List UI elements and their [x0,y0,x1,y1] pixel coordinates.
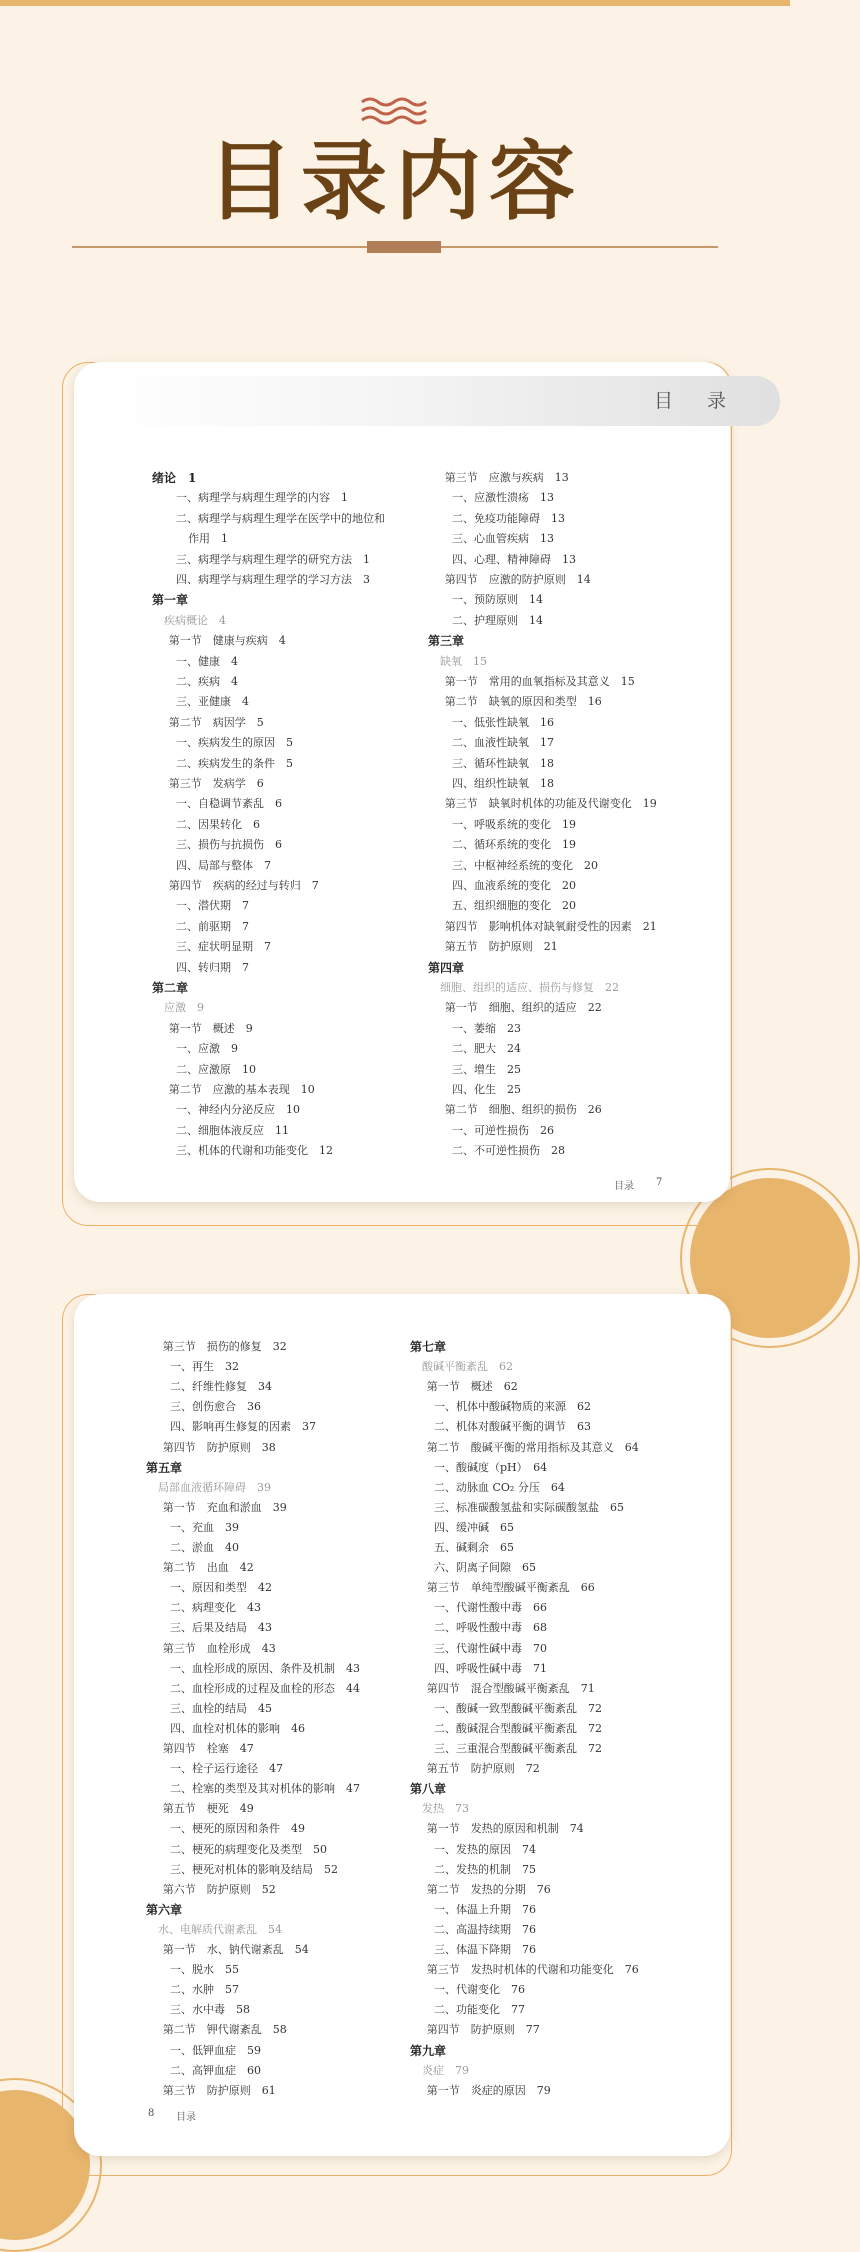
toc-entry: 第四节 影响机体对缺氧耐受性的因素 21 [444,919,657,933]
toc-entry: 五、碱剩余 65 [434,1541,514,1554]
toc-entry: 一、神经内分泌反应 10 [176,1103,300,1117]
toc-entry: 第一节 炎症的原因 79 [426,2083,551,2097]
toc-entry: 一、预防原则 14 [452,593,543,607]
toc-entry: 二、高温持续期 76 [434,1922,536,1936]
toc-entry: 二、发热的机制 75 [434,1862,536,1876]
toc-entry: 第四节 疾病的经过与转归 7 [168,879,319,892]
toc-entry: 一、原因和类型 42 [170,1581,272,1595]
toc-entry: 二、机体对酸碱平衡的调节 63 [434,1420,591,1434]
toc-entry: 二、因果转化 6 [176,817,260,831]
toc-entry: 四、病理学与病理生理学的学习方法 3 [176,573,370,586]
toc-entry: 第四节 混合型酸碱平衡紊乱 71 [426,1681,595,1695]
toc-entry: 一、体温上升期 76 [434,1902,536,1916]
toc-entry: 第五节 防护原则 21 [444,940,558,954]
toc-entry: 一、自稳调节紊乱 6 [176,797,282,811]
toc-entry: 二、酸碱混合型酸碱平衡紊乱 72 [434,1721,602,1735]
toc-entry: 第三节 发病学 6 [168,777,264,790]
toc-entry: 四、组织性缺氧 18 [452,777,554,790]
chapter-title: 疾病概论 4 [164,613,226,627]
toc-entry: 二、高钾血症 60 [170,2063,261,2077]
page1-footer-text: 目录 [614,1181,634,1192]
toc-entry: 二、肥大 24 [452,1042,521,1056]
toc-page-1 [74,362,740,1202]
toc-entry: 二、纤维性修复 34 [170,1380,272,1394]
toc-entry: 一、低张性缺氧 16 [452,715,554,729]
toc-entry: 第一节 充血和淤血 39 [162,1500,287,1514]
toc-entry: 二、血液性缺氧 17 [452,736,554,750]
chapter-title: 局部血液循环障碍 39 [158,1480,271,1494]
toc-entry: 第一节 细胞、组织的适应 22 [444,1001,602,1015]
chapter-heading: 第九章 [410,2043,447,2058]
chapter-heading: 第三章 [428,634,465,649]
chapter-heading: 第七章 [410,1340,447,1354]
toc-entry: 第一节 概述 62 [426,1380,518,1394]
chapter-title: 酸碱平衡紊乱 62 [422,1360,513,1374]
chapter-title: 细胞、组织的适应、损伤与修复 22 [440,981,619,994]
chapter-title: 发热 73 [422,1802,469,1816]
toc-entry: 三、亚健康 4 [176,695,249,709]
toc-entry: 一、呼吸系统的变化 19 [452,817,576,831]
toc-entry: 一、代谢变化 76 [434,1983,525,1997]
toc-entry: 一、酸碱一致型酸碱平衡紊乱 72 [434,1701,602,1715]
toc-entry: 二、不可逆性损伤 28 [452,1144,565,1158]
toc-entry: 第一节 概述 9 [168,1021,253,1035]
toc-entry: 作用 1 [188,532,228,546]
toc-entry: 三、后果及结局 43 [170,1621,272,1635]
toc-entry: 第四节 防护原则 38 [162,1440,276,1454]
toc-entry: 一、栓子运行途径 47 [170,1762,283,1776]
top-accent-bar [0,0,790,6]
toc-entry: 第四节 栓塞 47 [162,1742,254,1755]
toc-entry: 绪论 1 [152,471,197,485]
toc-entry: 二、应激原 10 [176,1062,256,1076]
toc-entry: 二、疾病发生的条件 5 [176,756,293,770]
page2-footer-text: 目录 [176,2112,196,2123]
toc-entry: 第一节 发热的原因和机制 74 [426,1822,584,1836]
toc-entry: 四、呼吸性碱中毒 71 [434,1661,547,1675]
toc-entry: 第三节 防护原则 61 [162,2083,276,2097]
chapter-heading: 第二章 [152,981,189,995]
toc-entry: 一、代谢性酸中毒 66 [434,1601,547,1615]
chapter-heading: 第八章 [410,1782,447,1797]
toc-entry: 一、萎缩 23 [452,1021,521,1035]
wave-ornament-icon [360,96,430,128]
toc-entry: 二、功能变化 77 [434,2003,525,2017]
toc-entry: 一、病理学与病理生理学的内容 1 [176,491,348,505]
toc-entry: 三、循环性缺氧 18 [452,756,554,770]
toc-entry: 三、梗死对机体的影响及结局 52 [170,1862,338,1876]
toc-entry: 一、脱水 55 [170,1963,239,1977]
toc-entry: 一、机体中酸碱物质的来源 62 [434,1400,591,1414]
toc-entry: 第三节 缺氧时机体的功能及代谢变化 19 [444,797,657,811]
toc-entry: 一、发热的原因 74 [434,1842,536,1856]
toc-entry: 三、创伤愈合 36 [170,1400,261,1414]
toc-entry: 四、转归期 7 [176,960,249,974]
toc-entry: 三、心血管疾病 13 [452,532,554,546]
toc-entry: 第二节 缺氧的原因和类型 16 [444,695,602,709]
toc-entry: 第三节 单纯型酸碱平衡紊乱 66 [426,1581,595,1595]
toc-entry: 二、护理原则 14 [452,613,543,627]
toc-entry: 一、可逆性损伤 26 [452,1123,554,1137]
toc-entry: 第三节 血栓形成 43 [162,1641,276,1655]
toc-entry: 四、影响再生修复的因素 37 [170,1420,316,1434]
toc-entry: 三、增生 25 [452,1062,521,1076]
toc-page-2 [74,1294,730,2156]
toc-entry: 三、三重混合型酸碱平衡紊乱 72 [434,1742,602,1755]
toc-entry: 三、损伤与抗损伤 6 [176,838,282,852]
toc-entry: 三、水中毒 58 [170,2003,250,2017]
toc-entry: 第三节 损伤的修复 32 [162,1340,287,1353]
toc-entry: 一、潜伏期 7 [176,899,249,913]
toc-entry: 第二节 出血 42 [162,1561,254,1575]
toc-entry: 一、健康 4 [176,654,238,668]
toc-entry: 第二节 病因学 5 [168,715,264,729]
toc-entry: 第二节 应激的基本表现 10 [168,1083,315,1096]
toc-entry: 一、血栓形成的原因、条件及机制 43 [170,1661,360,1675]
toc-entry: 第一节 水、钠代谢紊乱 54 [162,1943,309,1956]
toc-entry: 一、充血 39 [170,1520,239,1534]
toc-entry: 二、病理变化 43 [170,1601,261,1615]
toc-entry: 二、呼吸性酸中毒 68 [434,1621,547,1635]
toc-entry: 第二节 发热的分期 76 [426,1882,551,1896]
page1-header-label: 目 录 [653,390,740,412]
toc-entry: 一、疾病发生的原因 5 [176,736,293,750]
toc-entry: 二、循环系统的变化 19 [452,838,576,852]
toc-entry: 五、组织细胞的变化 20 [452,899,576,913]
toc-entry: 一、应激性溃疡 13 [452,491,554,505]
toc-entry: 二、血栓形成的过程及血栓的形态 44 [170,1681,360,1695]
toc-entry: 四、血栓对机体的影响 46 [170,1721,305,1735]
chapter-title: 炎症 79 [422,2063,469,2077]
toc-entry: 第二节 钾代谢紊乱 58 [162,2023,287,2037]
toc-entry: 一、酸碱度（pH） 64 [434,1460,548,1474]
toc-entry: 二、栓塞的类型及其对机体的影响 47 [170,1782,360,1796]
toc-entry: 一、再生 32 [170,1360,239,1374]
toc-entry: 第一节 健康与疾病 4 [168,634,286,648]
toc-entry: 第二节 细胞、组织的损伤 26 [444,1103,602,1117]
title-divider-accent [367,241,441,253]
page-title: 目录内容 [207,131,583,232]
toc-entry: 第四节 防护原则 77 [426,2023,540,2037]
chapter-heading: 第一章 [152,593,189,608]
toc-entry: 三、病理学与病理生理学的研究方法 1 [176,552,370,566]
toc-entry: 二、免疫功能障碍 13 [452,511,565,525]
toc-entry: 三、中枢神经系统的变化 20 [452,858,598,872]
toc-entry: 第四节 应激的防护原则 14 [444,573,591,586]
toc-entry: 三、标准碳酸氢盐和实际碳酸氢盐 65 [434,1500,624,1514]
toc-entry: 二、梗死的病理变化及类型 50 [170,1842,327,1856]
toc-entry: 三、代谢性碱中毒 70 [434,1641,547,1655]
toc-entry: 三、机体的代谢和功能变化 12 [176,1144,333,1158]
toc-entry: 二、疾病 4 [176,675,238,688]
toc-entry: 第五节 防护原则 72 [426,1762,540,1776]
toc-entry: 一、应激 9 [176,1042,238,1056]
toc-entry: 一、低钾血症 59 [170,2043,261,2057]
toc-entry: 四、心理、精神障碍 13 [452,552,576,566]
toc-entry: 四、血液系统的变化 20 [452,879,576,892]
toc-entry: 六、阴离子间隙 65 [434,1561,536,1575]
toc-entry: 第六节 防护原则 52 [162,1882,276,1896]
page2-footer-number: 8 [148,2108,155,2119]
toc-entry: 三、血栓的结局 45 [170,1701,272,1715]
chapter-title: 缺氧 15 [440,654,487,668]
toc-entry: 二、前驱期 7 [176,919,249,933]
toc-entry: 第一节 常用的血氧指标及其意义 15 [444,675,635,688]
page1-footer-number: 7 [656,1177,663,1188]
toc-entry: 四、缓冲碱 65 [434,1520,514,1534]
toc-entry: 二、水肿 57 [170,1983,239,1997]
toc-entry: 一、梗死的原因和条件 49 [170,1822,305,1836]
chapter-heading: 第五章 [146,1460,183,1475]
toc-entry: 第三节 应激与疾病 13 [444,471,569,484]
toc-entry: 二、动脉血 CO₂ 分压 64 [434,1480,565,1494]
chapter-heading: 第六章 [146,1902,183,1917]
toc-entry: 第三节 发热时机体的代谢和功能变化 76 [426,1963,639,1977]
chapter-title: 水、电解质代谢紊乱 54 [158,1922,282,1936]
toc-entry: 三、体温下降期 76 [434,1943,536,1956]
toc-entry: 三、症状明显期 7 [176,940,271,954]
toc-entry: 二、病理学与病理生理学在医学中的地位和 [176,511,385,525]
toc-entry: 第二节 酸碱平衡的常用指标及其意义 64 [426,1440,639,1454]
page1-header-band [98,376,780,426]
toc-entry: 二、淤血 40 [170,1541,239,1554]
toc-entry: 四、化生 25 [452,1083,521,1096]
toc-entry: 二、细胞体液反应 11 [176,1123,289,1137]
toc-entry: 第五节 梗死 49 [162,1802,254,1816]
chapter-heading: 第四章 [428,960,465,975]
chapter-title: 应激 9 [164,1001,204,1015]
toc-entry: 四、局部与整体 7 [176,858,271,872]
